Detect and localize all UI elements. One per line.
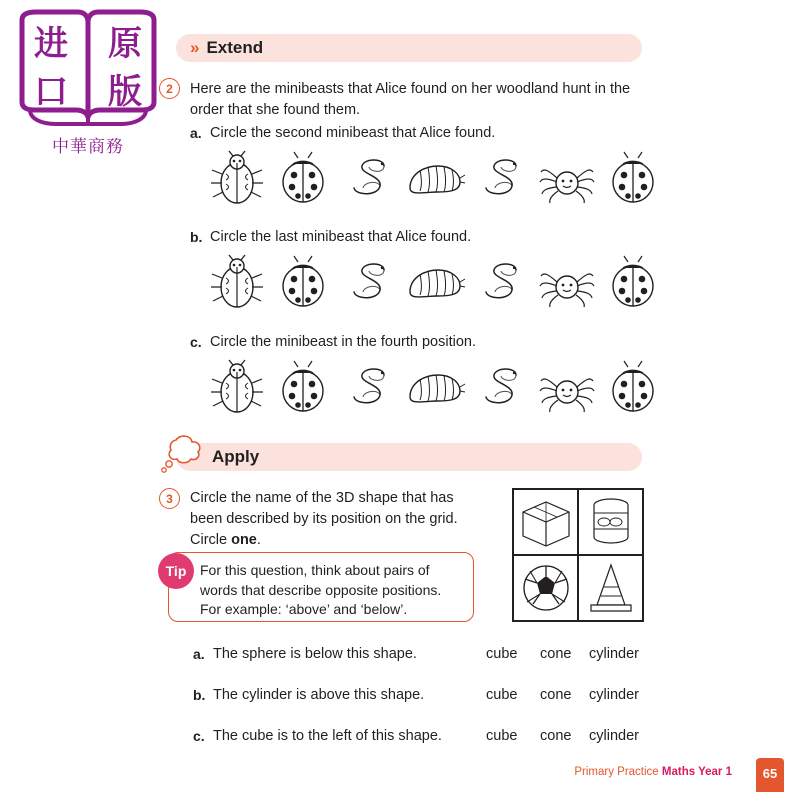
stamp-char-2: 原	[108, 24, 142, 64]
question-3-line-3-bold: one	[231, 532, 257, 548]
spider-icon[interactable]	[534, 357, 600, 419]
question-2-text: Here are the minibeasts that Alice found on her woodland hunt in the order that she found them.	[190, 81, 631, 118]
grid-cell-cylinder	[578, 489, 643, 555]
grid-cell-sphere	[513, 555, 578, 621]
q3-part-b-option-cone[interactable]: cone	[540, 687, 572, 703]
question-number-2: 2	[159, 78, 180, 99]
worm-icon[interactable]	[468, 148, 534, 210]
cylinder-can-icon	[586, 495, 636, 549]
footer-title: Maths Year 1	[661, 766, 732, 778]
extend-banner-title: Extend	[206, 38, 264, 57]
stamp-char-3: 口	[34, 72, 68, 112]
q3-part-b-option-cylinder[interactable]: cylinder	[589, 687, 639, 703]
cone-traffic-cone-icon	[585, 561, 637, 615]
q3-part-a-text: The sphere is below this shape.	[213, 646, 417, 662]
minibeast-row-b[interactable]	[204, 252, 666, 314]
part-a-text: Circle the second minibeast that Alice found.	[210, 125, 496, 141]
ladybird-icon[interactable]	[270, 148, 336, 210]
q3-part-c-text: The cube is to the left of this shape.	[213, 728, 442, 744]
spider-icon[interactable]	[534, 252, 600, 314]
tip-line-1: For this question, think about pairs of	[200, 562, 430, 578]
q3-part-c-label: c.	[193, 728, 205, 744]
q3-part-a-label: a.	[193, 646, 205, 662]
part-a-label: a.	[190, 125, 202, 141]
cube-box-icon	[517, 496, 575, 548]
question-number-3: 3	[159, 488, 180, 509]
import-stamp	[14, 6, 162, 171]
q3-part-c-option-cube[interactable]: cube	[486, 728, 518, 744]
thought-cloud-icon	[158, 434, 208, 474]
tip-text	[200, 561, 462, 620]
q3-part-c-option-cone[interactable]: cone	[540, 728, 572, 744]
apply-banner	[176, 443, 642, 471]
ladybird-icon[interactable]	[270, 252, 336, 314]
question-3-text	[190, 488, 490, 551]
tip-line-3: For example: ‘above’ and ‘below’.	[200, 601, 408, 617]
minibeast-row-c[interactable]	[204, 357, 666, 419]
stamp-subtitle: 中華商務	[52, 137, 124, 157]
beetle-icon[interactable]	[204, 252, 270, 314]
part-b-text: Circle the last minibeast that Alice found.	[210, 229, 472, 245]
q3-part-c-option-cylinder[interactable]: cylinder	[589, 728, 639, 744]
ladybird-icon[interactable]	[600, 252, 666, 314]
ladybird-icon[interactable]	[270, 357, 336, 419]
beetle-icon[interactable]	[204, 148, 270, 210]
question-3-line-3-prefix: Circle	[190, 532, 232, 548]
q3-part-b-label: b.	[193, 687, 206, 703]
ladybird-icon[interactable]	[600, 357, 666, 419]
chevrons-icon: »	[190, 38, 197, 57]
question-3-line-1: Circle the name of the 3D shape that has	[190, 490, 454, 506]
sphere-football-icon	[520, 562, 572, 614]
stamp-char-4: 版	[108, 72, 142, 112]
stamp-char-1: 进	[34, 24, 68, 64]
worm-icon[interactable]	[468, 357, 534, 419]
worm-icon[interactable]	[336, 357, 402, 419]
page-number-tab: 65	[756, 758, 784, 792]
ladybird-icon[interactable]	[600, 148, 666, 210]
shapes-grid	[512, 488, 644, 622]
spider-icon[interactable]	[534, 148, 600, 210]
woodlouse-icon[interactable]	[402, 357, 468, 419]
grid-cell-cube	[513, 489, 578, 555]
woodlouse-icon[interactable]	[402, 252, 468, 314]
q3-part-b-text: The cylinder is above this shape.	[213, 687, 425, 703]
q3-part-a-option-cube[interactable]: cube	[486, 646, 518, 662]
tip-badge: Tip	[158, 553, 194, 589]
worm-icon[interactable]	[336, 252, 402, 314]
grid-cell-cone	[578, 555, 643, 621]
apply-banner-title: Apply	[212, 447, 260, 466]
woodlouse-icon[interactable]	[402, 148, 468, 210]
question-3-line-2: been described by its position on the grid.	[190, 511, 458, 527]
footer-series: Primary Practice	[574, 766, 662, 778]
beetle-icon[interactable]	[204, 357, 270, 419]
question-3-line-3-suffix: .	[256, 532, 261, 548]
q3-part-a-option-cone[interactable]: cone	[540, 646, 572, 662]
extend-banner	[176, 34, 642, 62]
part-b-label: b.	[190, 229, 203, 245]
part-c-label: c.	[190, 334, 202, 350]
tip-line-2: words that describe opposite positions.	[200, 581, 442, 598]
q3-part-b-option-cube[interactable]: cube	[486, 687, 518, 703]
worm-icon[interactable]	[336, 148, 402, 210]
q3-part-a-option-cylinder[interactable]: cylinder	[589, 646, 639, 662]
part-c-text: Circle the minibeast in the fourth position.	[210, 334, 476, 350]
minibeast-row-a[interactable]	[204, 148, 666, 210]
stamp-characters	[24, 24, 152, 112]
worm-icon[interactable]	[468, 252, 534, 314]
footer-caption	[574, 766, 732, 778]
